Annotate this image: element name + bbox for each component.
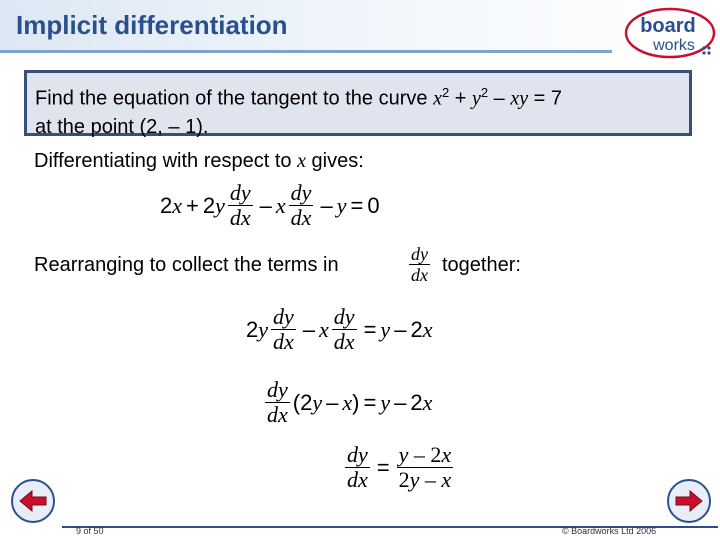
dy-dx-fraction: $\frac{dy}{dx}$ [290, 180, 312, 230]
slide-title: Implicit differentiation [16, 10, 288, 40]
equation-1: 2 x + 2 y $\frac{dy}{dx}$ – x $\frac{dy}{dx}$ – y = 0 [160, 180, 380, 230]
equation-3: $\frac{dy}{dx}$ ( 2 y – x ) = y – 2 x [267, 377, 433, 427]
question-y: y [471, 87, 481, 110]
copyright: © Boardworks Ltd 2006 [562, 526, 657, 536]
logo-text-board: board [640, 15, 696, 37]
back-arrow-icon[interactable] [10, 478, 56, 524]
question-part2: at the point (2, – 1). [35, 115, 209, 138]
dy-dx-fraction: $\frac{dy}{dx}$ [229, 180, 251, 230]
question-exp2: 2 [480, 85, 489, 100]
question-plus: + [449, 87, 472, 110]
result-fraction: $\frac{y - 2x}{2y - x}$ [398, 442, 452, 492]
equation-4: $\frac{dy}{dx}$ = $\frac{y - 2x}{2y - x}$ [347, 442, 452, 492]
question-minus: – [488, 87, 511, 110]
step2-text-a: Rearranging to collect the terms in [34, 254, 339, 276]
inline-dy-dx: $\frac{dy}{dx}$ [411, 244, 428, 285]
question-eq: = 7 [528, 87, 563, 110]
question-part1: Find the equation of the tangent to the curve [35, 87, 434, 110]
page-number: 9 of 50 [76, 526, 104, 536]
equation-2: 2 y $\frac{dy}{dx}$ – x $\frac{dy}{dx}$ = y – 2 x [246, 304, 433, 354]
step2-text-b: together: [442, 254, 521, 276]
logo-text-works: works [653, 37, 695, 54]
boardworks-logo [624, 6, 716, 60]
forward-arrow-icon[interactable] [666, 478, 712, 524]
question-exp1: 2 [441, 85, 450, 100]
question-x: x [433, 87, 442, 110]
question-text [35, 79, 681, 141]
question-box [24, 70, 692, 136]
question-xy: xy [510, 87, 529, 110]
step1-text: Differentiating with respect to x gives: [34, 150, 364, 172]
title-underline [0, 50, 612, 53]
